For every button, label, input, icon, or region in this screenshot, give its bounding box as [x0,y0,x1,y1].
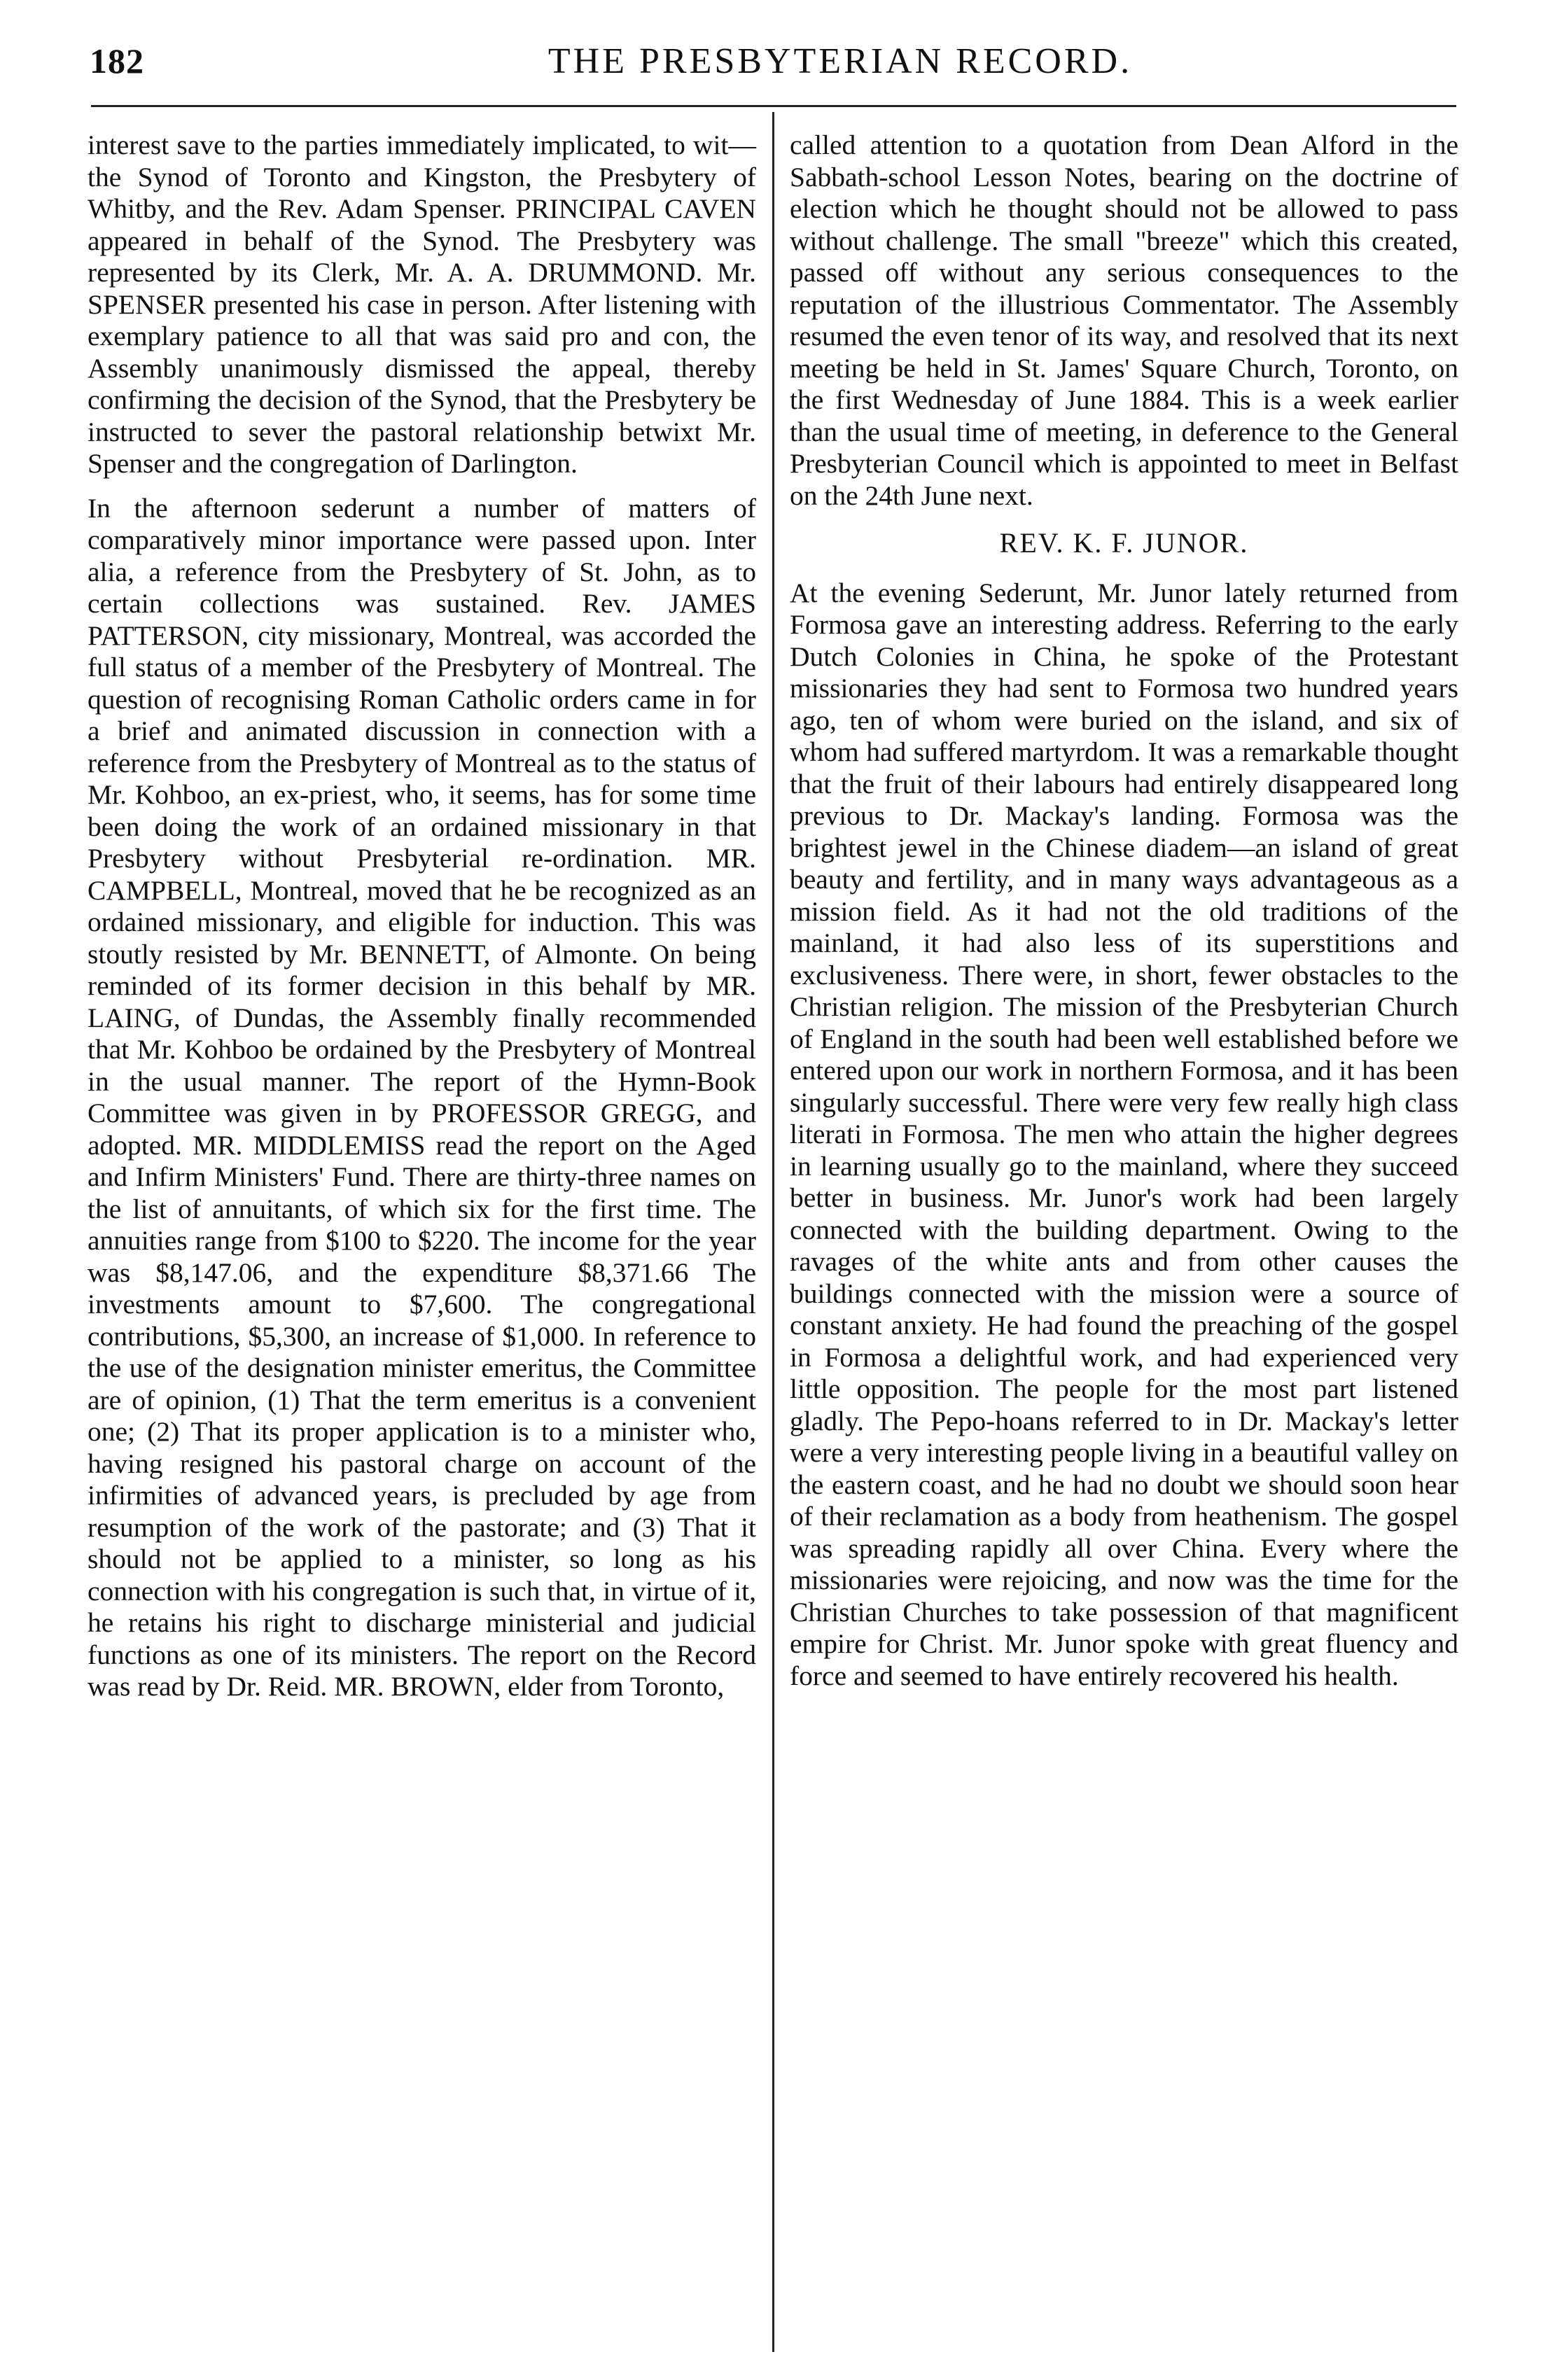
right-paragraph-1: called attention to a quotation from Dean Alford in the Sabbath-school Lesson Notes, bearing on the doctrine of election which he thought should not be allowed to pass without challenge. The small "breeze" which this created, passed off without any serious consequences to the reputation of the illustrious Commentator. The Assembly resumed the even tenor of its way, and resolved that its next meeting be held in St. James' Square Church, Toronto, on the first Wednesday of June 1884. This is a week earlier than the usual time of meeting, in deference to the General Presbyterian Council which is appointed to meet in Belfast on the 24th June next. [790,130,1458,511]
column-divider [772,112,774,2352]
page-number: 182 [90,41,144,80]
header-rule [91,105,1456,107]
left-paragraph-1: interest save to the parties immediately implicated, to wit—the Synod of Toronto and Kingston, the Presbytery of Whitby, and the Rev. Adam Spenser. PRINCIPAL CAVEN appeared in behalf of the Synod. The Presbytery was represented by its Clerk, Mr. A. A. DRUMMOND. Mr. SPENSER presented his case in person. After listening with exemplary patience to all that was said pro and con, the Assembly unanimously dismissed the appeal, thereby confirming the decision of the Synod, that the Presbytery be instructed to sever the pastoral relationship betwixt Mr. Spenser and the congregation of Darlington. [88,130,756,479]
left-paragraph-2: In the afternoon sederunt a number of matters of comparatively minor importance were passed upon. Inter alia, a reference from the Presbytery of St. John, as to certain collections was sustained. Rev. JAMES PATTERSON, city missionary, Montreal, was accorded the full status of a member of the Presbytery of Montreal. The question of recognising Roman Catholic orders came in for a brief and animated discussion in connection with a reference from the Presbytery of Montreal as to the status of Mr. Kohboo, an ex-priest, who, it seems, has for some time been doing the work of an ordained missionary in that Presbytery without Presbyterial re-ordination. MR. CAMPBELL, Montreal, moved that he be recognized as an ordained missionary, and eligible for induction. This was stoutly resisted by Mr. BENNETT, of Almonte. On being reminded of its former decision in this behalf by MR. LAING, of Dundas, the Assembly finally recommended that Mr. Kohboo be ordained by the Presbytery of Montreal in the usual manner. The report of the Hymn-Book Committee was given in by PROFESSOR GREGG, and adopted. MR. MIDDLEMISS read the report on the Aged and Infirm Ministers' Fund. There are thirty-three names on the list of annuitants, of which six for the first time. The annuities range from $100 to $220. The income for the year was $8,147.06, and the expenditure $8,371.66 The investments amount to $7,600. The congregational contributions, $5,300, an increase of $1,000. In reference to the use of the designation minister emeritus, the Committee are of opinion, (1) That the term emeritus is a convenient one; (2) That its proper application is to a minister who, having resigned his pastoral charge on account of the infirmities of advanced years, is precluded by age from resumption of the work of the pastorate; and (3) That it should not be applied to a minister, so long as his connection with his congregation is such that, in virtue of it, he retains his right to discharge ministerial and judicial functions as one of its ministers. The report on the Record was read by Dr. Reid. MR. BROWN, elder from Toronto, [88,492,756,1702]
right-paragraph-2: At the evening Sederunt, Mr. Junor lately returned from Formosa gave an interesting address. Referring to the early Dutch Colonies in China, he spoke of the Protestant missionaries they had sent to Formosa two hundred years ago, ten of whom were buried on the island, and six of whom had suffered martyrdom. It was a remarkable thought that the fruit of their labours had entirely disappeared long previous to Dr. Mackay's landing. Formosa was the brightest jewel in the Chinese diadem—an island of great beauty and fertility, and in many ways advantageous as a mission field. As it had not the old traditions of the mainland, it had also less of its superstitions and exclusiveness. There were, in short, fewer obstacles to the Christian religion. The mission of the Presbyterian Church of England in the south had been well established before we entered upon our work in northern Formosa, and it has been singularly successful. There were very few really high class literati in Formosa. The men who attain the higher degrees in learning usually go to the mainland, where they succeed better in business. Mr. Junor's work had been largely connected with the building department. Owing to the ravages of the white ants and from other causes the buildings connected with the mission were a source of constant anxiety. He had found the preaching of the gospel in Formosa a delightful work, and had experienced very little opposition. The people for the most part listened gladly. The Pepo-hoans referred to in Dr. Mackay's letter were a very interesting people living in a beautiful valley on the eastern coast, and he had no doubt we should soon hear of their reclamation as a body from heathenism. The gospel was spreading rapidly all over China. Every where the missionaries were rejoicing, and now was the time for the Christian Churches to take possession of that magnificent empire for Christ. Mr. Junor spoke with great fluency and force and seemed to have entirely recovered his health. [790,577,1458,1691]
right-column [790,130,1458,1704]
section-heading: REV. K. F. JUNOR. [999,527,1249,559]
page-header [70,41,1456,97]
left-column [88,130,756,1716]
running-title: THE PRESBYTERIAN RECORD. [548,41,1133,81]
